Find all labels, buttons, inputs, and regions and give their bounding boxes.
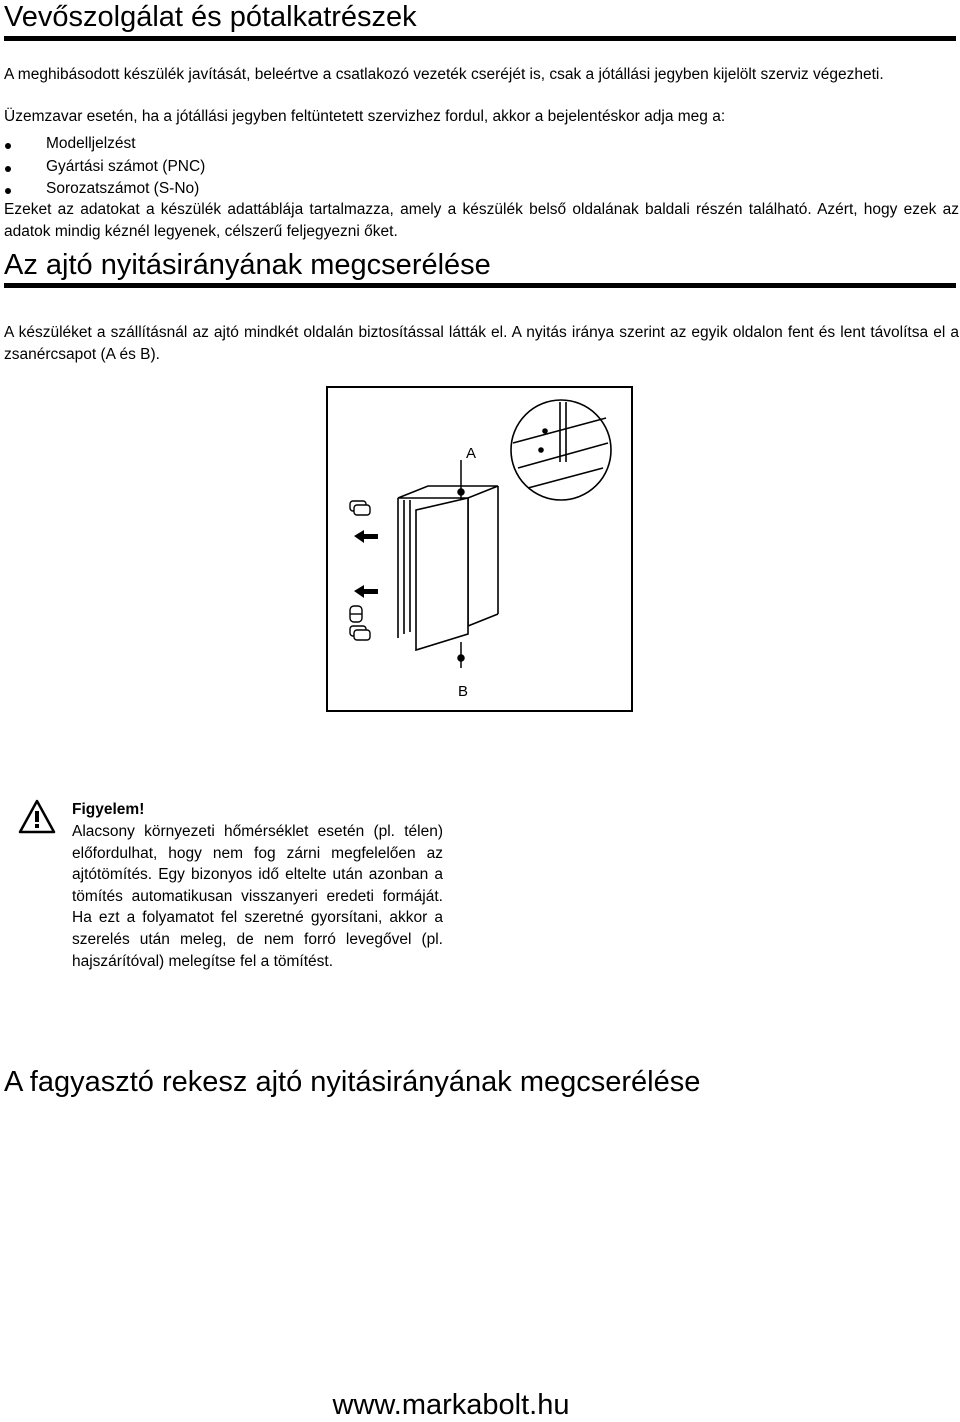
hinge-cap (350, 606, 362, 622)
section-title-door-reversal: Az ajtó nyitásirányának megcserélése (4, 249, 491, 281)
hinge-screw-top (350, 501, 370, 515)
warning-title: Figyelem! (72, 801, 145, 818)
section-title-customer-service: Vevőszolgálat és pótalkatrészek (4, 1, 417, 33)
bullet-icon (5, 166, 11, 172)
refrigerator-door (416, 498, 468, 650)
section-title-freezer-door: A fagyasztó rekesz ajtó nyitásirányának megcserélése (4, 1066, 701, 1098)
bottom-hinge-pin (458, 642, 464, 668)
service-paragraph: A meghibásodott készülék javítását, beleértve a csatlakozó vezeték cseréjét is, csak a jótállási jegyben kijelölt szerviz végezheti. (4, 66, 884, 83)
arrow-left-icon (354, 530, 378, 543)
bullet-icon (5, 143, 11, 149)
door-reversal-paragraph: A készüléket a szállításnál az ajtó mindkét oldalán biztosítással látták el. A nyitás iránya szerint az egyik oldalon fent és lent távolítsa el a zsanércsapot (A és B). (4, 324, 959, 363)
refrigerator-diagram (328, 388, 631, 710)
list-item: Gyártási számot (PNC) (4, 156, 205, 179)
hinge-screw-bottom (350, 626, 370, 640)
top-hinge-pin (458, 460, 464, 500)
hinge-label-b: B (458, 683, 469, 700)
fault-paragraph: Üzemzavar esetén, ha a jótállási jegyben feltüntetett szervizhez fordul, akkor a bejelentéskor adja meg a: (4, 108, 726, 125)
list-item: Sorozatszámot (S-No) (4, 178, 205, 201)
title-rule (4, 36, 956, 41)
door-hinge-illustration (326, 386, 633, 712)
required-data-list (4, 133, 205, 201)
warning-text: Alacsony környezeti hőmérséklet esetén (pl. télen) előfordulhat, hogy nem fog zárni megfelelően az ajtótömítés. Egy bizonyos idő eltelte után azonban a tömítés automatikusan visszanyeri eredeti formáját. Ha ezt a folyamatot fel szeretné gyorsítani, akkor a szerelés után meleg, de nem forró levegővel (pl. hajszárítóval) melegítse fel a tömítést. (72, 823, 443, 970)
title-rule (4, 283, 956, 288)
footer-url: www.markabolt.hu (332, 1389, 570, 1421)
warning-triangle-icon (18, 799, 56, 835)
list-item: Modelljelzést (4, 133, 205, 156)
arrow-left-icon (354, 585, 378, 598)
hinge-detail-magnifier (511, 400, 611, 500)
hinge-label-a: A (466, 445, 477, 462)
bullet-icon (5, 188, 11, 194)
rating-plate-paragraph: Ezeket az adatokat a készülék adattáblája tartalmazza, amely a készülék belső oldalának baldali részén található. Azért, hogy ezek az adatok mindig kéznél legyenek, célszerű feljegyezni őket. (4, 201, 959, 240)
